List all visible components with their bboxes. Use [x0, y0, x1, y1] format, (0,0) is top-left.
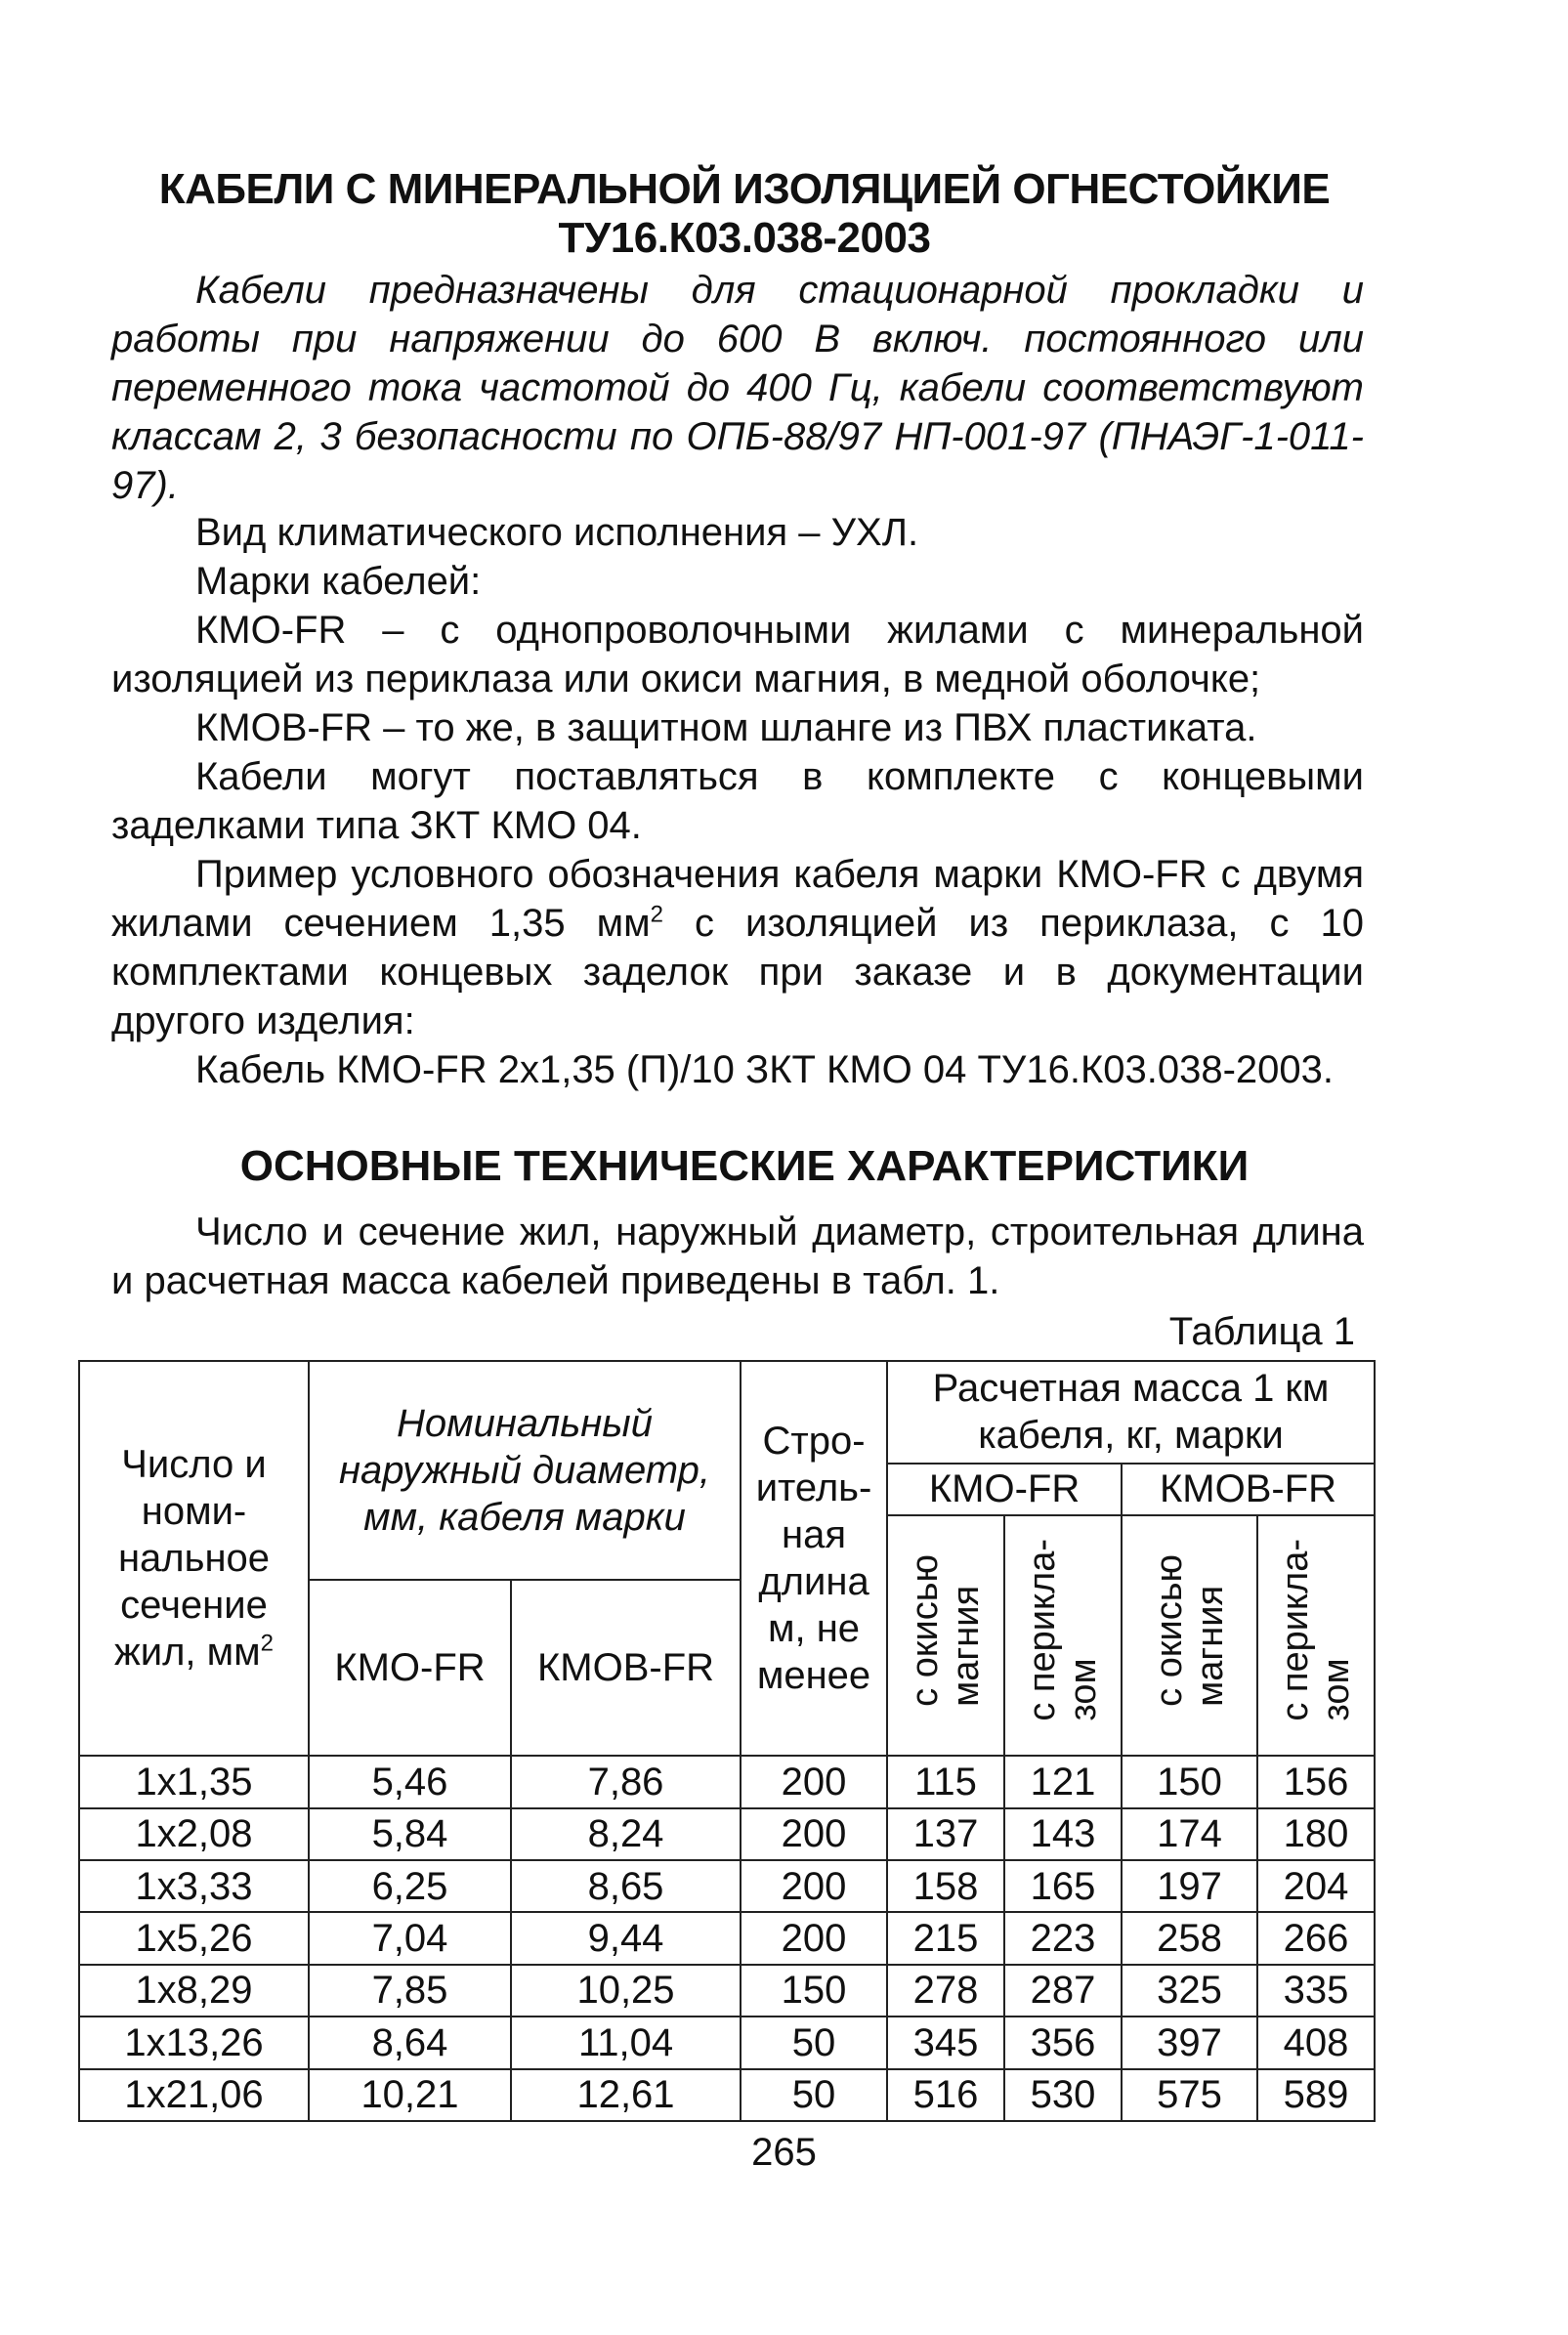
table-cell: 150	[741, 1965, 887, 2017]
table-row	[79, 1912, 1375, 1964]
table-cell: 589	[1257, 2069, 1375, 2121]
table-cell: 397	[1122, 2017, 1257, 2068]
table-cell: 7,04	[309, 1912, 511, 1964]
table-cell: 174	[1122, 1808, 1257, 1860]
spec-table	[78, 1360, 1376, 2122]
table-cell: 9,44	[511, 1912, 741, 1964]
header-diameter-kmo: КМО-FR	[309, 1580, 511, 1757]
table-cell: 258	[1122, 1912, 1257, 1964]
table-cell: 156	[1257, 1756, 1375, 1807]
table-row	[79, 1860, 1375, 1912]
header-mass-kmob: КМОВ-FR	[1122, 1464, 1375, 1515]
table-cell: 143	[1004, 1808, 1122, 1860]
header-kmob-per-text: с перикла- зом	[1275, 1539, 1358, 1722]
table-cell: 223	[1004, 1912, 1122, 1964]
designation-paragraph: Кабель КМО-FR 2х1,35 (П)/10 ЗКТ КМО 04 ТУ16.К03.038-2003.	[195, 1048, 1334, 1091]
table-cell: 530	[1004, 2069, 1122, 2121]
section-title: ОСНОВНЫЕ ТЕХНИЧЕСКИЕ ХАРАКТЕРИСТИКИ	[239, 1142, 1250, 1190]
table-cell: 575	[1122, 2069, 1257, 2121]
table-cell: 345	[887, 2017, 1004, 2068]
table-cell: 204	[1257, 1860, 1375, 1912]
brand-kmob-paragraph: КМОВ-FR – то же, в защитном шланге из ПВХ пластиката.	[195, 706, 1257, 749]
table-row	[79, 1965, 1375, 2017]
table-cell: 121	[1004, 1756, 1122, 1807]
header-cores	[79, 1361, 309, 1756]
section-paragraph: Число и сечение жил, наружный диаметр, строительная длина и расчетная масса кабелей приведены в табл. 1.	[111, 1210, 1364, 1302]
table-cell: 7,85	[309, 1965, 511, 2017]
table-cell: 200	[741, 1912, 887, 1964]
table-cell: 50	[741, 2069, 887, 2121]
example-text-1: Пример условного обозначения кабеля марки КМО-FR с двумя жилами сечением 1,35 мм	[111, 853, 1364, 945]
header-mass-kmo: КМО-FR	[887, 1464, 1122, 1515]
header-diameter-kmob: КМОВ-FR	[511, 1580, 741, 1757]
table-cell: 10,25	[511, 1965, 741, 2017]
terminations-paragraph: Кабели могут поставляться в комплекте с концевыми заделками типа ЗКТ КМО 04.	[111, 755, 1364, 847]
table-cell: 287	[1004, 1965, 1122, 2017]
table-cell: 50	[741, 2017, 887, 2068]
header-kmob-mgo	[1122, 1515, 1257, 1756]
table-cell: 197	[1122, 1860, 1257, 1912]
table-row	[79, 1808, 1375, 1860]
table-cell: 5,84	[309, 1808, 511, 1860]
header-cores-superscript: 2	[260, 1630, 275, 1657]
table-cell: 6,25	[309, 1860, 511, 1912]
table-cell: 408	[1257, 2017, 1375, 2068]
table-cell: 10,21	[309, 2069, 511, 2121]
page-number: 265	[751, 2131, 817, 2174]
header-kmo-mgo	[887, 1515, 1004, 1756]
table-cell: 266	[1257, 1912, 1375, 1964]
table-cell: 1х1,35	[79, 1756, 309, 1807]
table-cell: 335	[1257, 1965, 1375, 2017]
header-diameter: Номинальный наружный диаметр, мм, кабеля марки	[309, 1361, 741, 1580]
table-cell: 158	[887, 1860, 1004, 1912]
table-cell: 1х8,29	[79, 1965, 309, 2017]
table-caption: Таблица 1	[1168, 1310, 1355, 1353]
example-superscript: 2	[650, 901, 663, 928]
table-cell: 200	[741, 1756, 887, 1807]
table-row	[79, 2069, 1375, 2121]
table-cell: 7,86	[511, 1756, 741, 1807]
table-cell: 200	[741, 1860, 887, 1912]
table-cell: 325	[1122, 1965, 1257, 2017]
header-mass: Расчетная масса 1 км кабеля, кг, марки	[887, 1361, 1375, 1464]
table-cell: 8,24	[511, 1808, 741, 1860]
table-cell: 11,04	[511, 2017, 741, 2068]
table-cell: 8,65	[511, 1860, 741, 1912]
table-cell: 516	[887, 2069, 1004, 2121]
header-kmo-mgo-text: с окисью магния	[905, 1553, 988, 1707]
table-row	[79, 1756, 1375, 1807]
table-cell: 1х21,06	[79, 2069, 309, 2121]
document-title: КАБЕЛИ С МИНЕРАЛЬНОЙ ИЗОЛЯЦИЕЙ ОГНЕСТОЙКИЕ	[158, 165, 1331, 213]
climate-paragraph: Вид климатического исполнения – УХЛ.	[195, 511, 919, 554]
header-kmo-per-text: с перикла- зом	[1022, 1539, 1105, 1722]
header-kmob-mgo-text: с окисью магния	[1148, 1553, 1231, 1707]
table-cell: 115	[887, 1756, 1004, 1807]
table-cell: 180	[1257, 1808, 1375, 1860]
table-cell: 278	[887, 1965, 1004, 2017]
table-cell: 1х5,26	[79, 1912, 309, 1964]
example-paragraph	[111, 850, 1364, 1045]
table-cell: 150	[1122, 1756, 1257, 1807]
table-cell: 137	[887, 1808, 1004, 1860]
table-cell: 356	[1004, 2017, 1122, 2068]
header-cores-text: Число и номи-нальное сечение жил, мм	[113, 1443, 271, 1675]
table-cell: 215	[887, 1912, 1004, 1964]
table-cell: 1х13,26	[79, 2017, 309, 2068]
brands-label: Марки кабелей:	[195, 560, 482, 603]
brand-kmo-paragraph: КМО-FR – с однопроволочными жилами с минеральной изоляцией из периклаза или окиси магния, в медной оболочке;	[111, 609, 1364, 700]
table-cell: 8,64	[309, 2017, 511, 2068]
table-cell: 5,46	[309, 1756, 511, 1807]
table-cell: 1х3,33	[79, 1860, 309, 1912]
header-length: Стро-итель-ная длина м, не менее	[741, 1361, 887, 1756]
table-cell: 12,61	[511, 2069, 741, 2121]
example-text-2: с изоляцией из периклаза, с 10 комплектами концевых заделок при заказе и в документации другого изделия:	[111, 902, 1364, 1042]
intro-paragraph: Кабели предназначены для стационарной прокладки и работы при напряжении до 600 В включ. постоянного или переменного тока частотой до 400 Гц, кабели соответствуют классам 2, 3 безопасности по ОПБ-88/97 НП-001-97 (ПНАЭГ-1-011-97).	[111, 269, 1364, 507]
header-kmob-per	[1257, 1515, 1375, 1756]
document-standard: ТУ16.К03.038-2003	[558, 214, 931, 262]
table-cell: 1х2,08	[79, 1808, 309, 1860]
table-cell: 165	[1004, 1860, 1122, 1912]
table-row	[79, 2017, 1375, 2068]
table-cell: 200	[741, 1808, 887, 1860]
header-kmo-per	[1004, 1515, 1122, 1756]
